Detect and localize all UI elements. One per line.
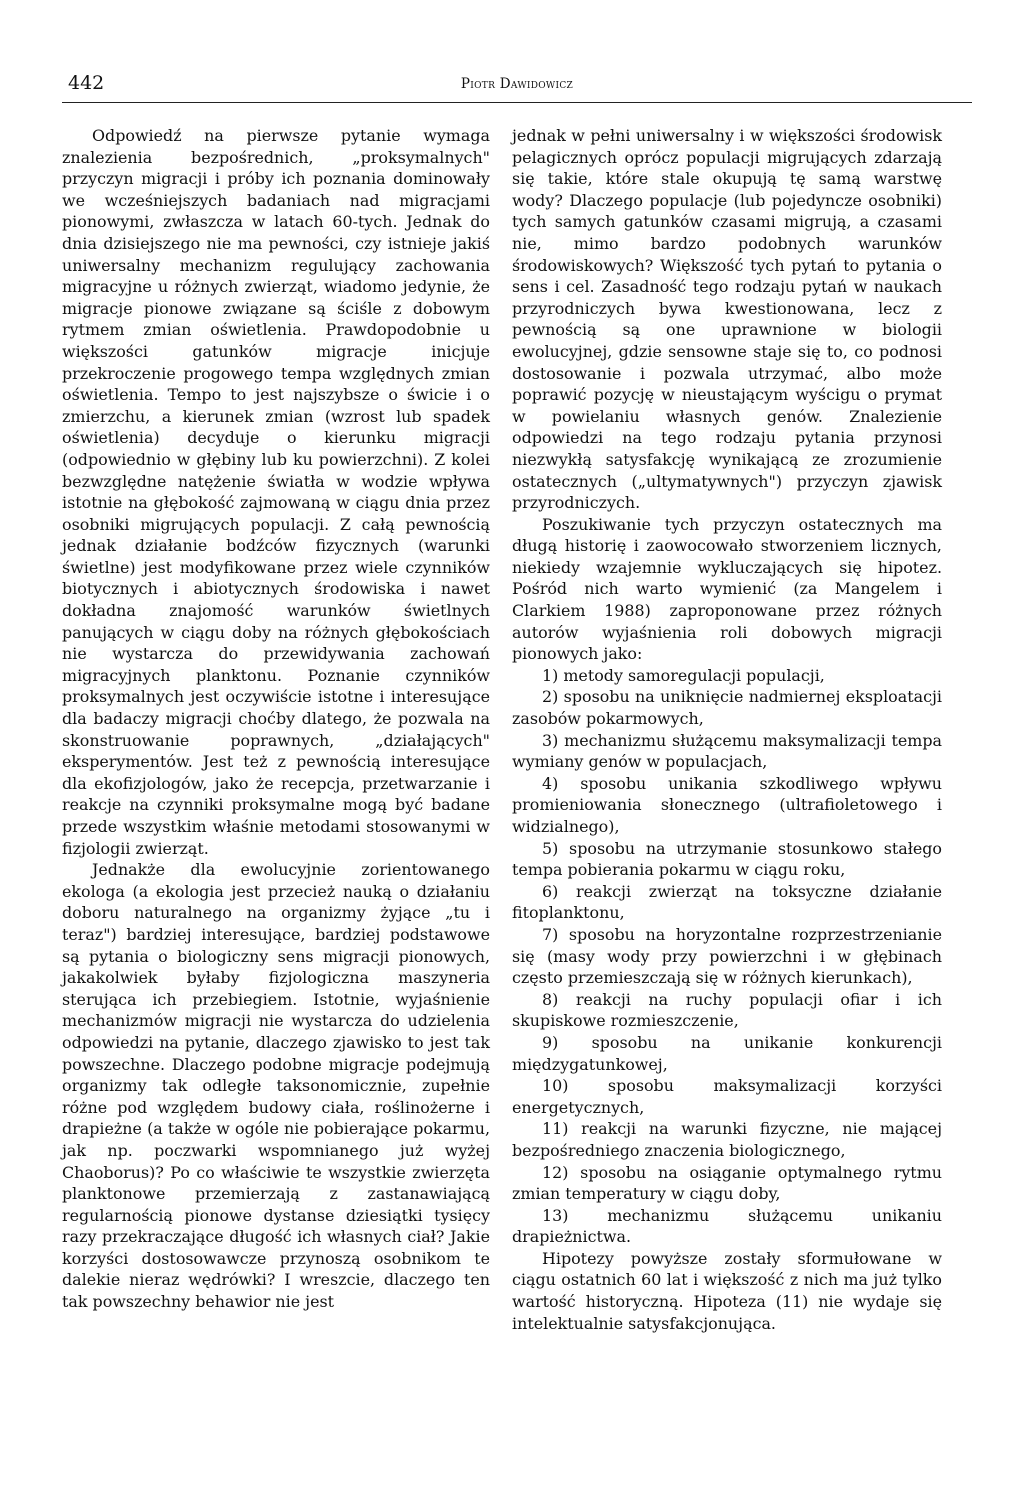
right-column <box>512 125 942 1334</box>
paragraph: Odpowiedź na pierwsze pytanie wymaga znalezienia bezpośrednich, „proksymalnych" przyczyn migracji i próby ich poznania dominowały we wcześniejszych badaniach nad migracjami pionowymi, zwłaszcza w latach 60-tych. Jednak do dnia dzisiejszego nie ma pewności, czy istnieje jakiś uniwersalny mechanizm regulujący zachowania migracyjne u różnych zwierząt, wiadomo jedynie, że migracje pionowe związane są ściśle z dobowym rytmem zmian oświetlenia. Prawdopodobnie u większości gatunków migracje inicjuje przekroczenie progowego tempa względnych zmian oświetlenia. Tempo to jest najszybsze o świcie i o zmierzchu, a kierunek zmian (wzrost lub spadek oświetlenia) decyduje o kierunku migracji (odpowiednio w głębiny lub ku powierzchni). Z kolei bezwzględne natężenie światła w wodzie wpływa istotnie na głębokość zajmowaną w ciągu dnia przez osobniki migrujących populacji. Z całą pewnością jednak działanie bodźców fizycznych (warunki świetlne) jest modyfikowane przez wiele czynników biotycznych i abiotycznych środowiska i nawet dokładna znajomość warunków świetlnych panujących w ciągu doby na różnych głębokościach nie wystarcza do przewidywania zachowań migracyjnych planktonu. Poznanie czynników proksymalnych jest oczywiście istotne i interesujące dla badaczy migracji choćby dlatego, że pozwala na skonstruowanie poprawnych, „działających" eksperymentów. Jest też z pewnością interesujące dla ekofizjologów, jako że recepcja, przetwarzanie i reakcje na czynniki proksymalne mogą być badane przede wszystkim właśnie metodami stosowanymi w fizjologii zwierząt. <box>62 126 490 858</box>
list-item: 13) mechanizmu służącemu unikaniu drapieżnictwa. <box>512 1205 942 1247</box>
list-item: 2) sposobu na uniknięcie nadmiernej eksploatacji zasobów pokarmowych, <box>512 687 942 729</box>
page-header <box>62 72 972 103</box>
list-item: 5) sposobu na utrzymanie stosunkowo stałego tempa pobierania pokarmu w ciągu roku, <box>512 838 942 880</box>
page-number: 442 <box>68 72 105 94</box>
running-head-author: Piotr Dawidowicz <box>460 76 574 92</box>
paragraph: Poszukiwanie tych przyczyn ostatecznych ma długą historię i zaowocowało stworzeniem licznych, niekiedy wzajemnie wykluczających się hipotez. Pośród nich warto wymienić (za Mangelem i Clarkiem 1988) zaproponowane przez różnych autorów wyjaśnienia roli dobowych migracji pionowych jako: <box>512 514 942 664</box>
list-item: 1) metody samoregulacji populacji, <box>542 665 825 685</box>
paragraph-continuation: jednak w pełni uniwersalny i w większości środowisk pelagicznych oprócz populacji migrujących zdarzają się takie, które stale okupują tę samą warstwę wody? Dlaczego populacje (lub pojedyncze osobniki) tych samych gatunków czasami migrują, a czasami nie, mimo bardzo podobnych warunków środowiskowych? Większość tych pytań to pytania o sens i cel. Zasadność tego rodzaju pytań w naukach przyrodniczych bywa kwestionowana, lecz z pewnością są one uprawnione w biologii ewolucyjnej, gdzie sensowne staje się to, co podnosi dostosowanie i pozwala utrzymać, albo może poprawić pozycję w nieustającym wyścigu o prymat w powielaniu własnych genów. Znalezienie odpowiedzi na tego rodzaju pytania przynosi niezwykłą satysfakcję wynikającą ze zrozumienie ostatecznych („ultymatywnych") przyczyn zjawisk przyrodniczych. <box>512 126 942 513</box>
list-item: 10) sposobu maksymalizacji korzyści energetycznych, <box>512 1076 942 1117</box>
list-item: 8) reakcji na ruchy populacji ofiar i ich skupiskowe rozmieszczenie, <box>512 989 942 1031</box>
list-item: 3) mechanizmu służącemu maksymalizacji tempa wymiany genów w populacjach, <box>512 730 942 772</box>
list-item: 11) reakcji na warunki fizyczne, nie mającej bezpośredniego znaczenia biologicznego, <box>512 1119 942 1160</box>
list-item: 7) sposobu na horyzontalne rozprzestrzenianie się (masy wody przy powierzchni i w głębinach często przemieszczają się w różnych kierunkach), <box>512 924 942 988</box>
list-item: 6) reakcji zwierząt na toksyczne działanie fitoplanktonu, <box>512 881 942 923</box>
list-item: 4) sposobu unikania szkodliwego wpływu promieniowania słonecznego (ultrafioletowego i widzialnego), <box>512 773 942 836</box>
list-item: 12) sposobu na osiąganie optymalnego rytmu zmian temperatury w ciągu doby, <box>512 1162 942 1204</box>
paragraph: Jednakże dla ewolucyjnie zorientowanego ekologa (a ekologia jest przecież nauką o działaniu doboru naturalnego na organizmy żyjące „tu i teraz") bardziej interesujące, bardziej podstawowe są pytania o biologiczny sens migracji pionowych, jakakolwiek byłaby fizjologiczna maszyneria sterująca ich przebiegiem. Istotnie, wyjaśnienie mechanizmów migracji nie wystarcza do udzielenia odpowiedzi na pytanie, dlaczego zjawisko to jest tak powszechne. Dlaczego podobne migracje podejmują organizmy tak odległe taksonomicznie, zupełnie różne pod względem budowy ciała, roślinożerne i drapieżne (a także w ogóle nie pobierające pokarmu, jak np. poczwarki wspomnianego już wyżej Chaoborus)? Po co właściwie te wszystkie zwierzęta planktonowe przemierzają z zastanawiającą regularnością pionowe dystanse dziesiątki tysięcy razy przekraczające długość ich własnych ciał? Jakie korzyści dostosowawcze przynoszą osobnikom te dalekie nieraz wędrówki? I wreszcie, dlaczego ten tak powszechny behawior nie jest <box>62 860 490 1312</box>
paragraph: Hipotezy powyższe zostały sformułowane w ciągu ostatnich 60 lat i większość z nich ma już tylko wartość historyczną. Hipoteza (11) nie wydaje się intelektualnie satysfakcjonująca. <box>512 1248 942 1333</box>
left-column <box>62 125 490 1313</box>
list-item: 9) sposobu na unikanie konkurencji międzygatunkowej, <box>512 1032 942 1074</box>
